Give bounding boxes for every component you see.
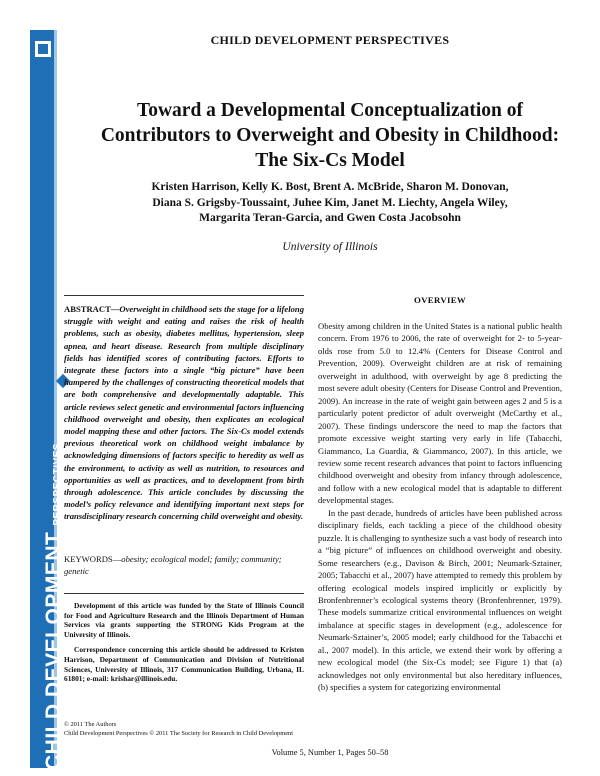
sidebar-journal-name-big: CHILD DEVELOPMENT xyxy=(42,531,65,770)
keywords-text: obesity; ecological model; family; community; genetic xyxy=(64,554,282,577)
copyright-line: © 2011 The Authors xyxy=(64,721,117,728)
affiliation: University of Illinois xyxy=(282,241,378,253)
copyright-line: Child Development Perspectives © 2011 The Society for Research in Child Development xyxy=(64,730,294,737)
abstract-divider xyxy=(64,295,304,296)
title-line: Contributors to Overweight and Obesity in Childhood: xyxy=(100,125,560,146)
sidebar-journal-name xyxy=(42,443,66,770)
funding-note: Development of this article was funded by the State of Illinois Council for Food and Agriculture Research and the Illinois Department of Human Services via grants supporting the STRONG Kids Program at the University of Illinois. xyxy=(64,601,304,639)
footnotes xyxy=(64,601,304,690)
sidebar-journal-name-small: PERSPECTIVES xyxy=(52,442,63,526)
footnote-divider xyxy=(64,593,304,594)
body-paragraph: Obesity among children in the United States is a national public health concern. From 1976 to 2006, the rate of overweight for 2- to 5-year-olds rose from 5.0 to 12.4% (Centers for Disease Control and Prevention, 2009). Overweight children are at risk of remaining overweight in adulthood, with overweight by age 8 predicting the most severe adult obesity (Centers for Disease Control and Prevention, 2009). An increase in the rate of weight gain between ages 2 and 5 is a particularly potent predictor of adult overweight (McCarthy et al., 2007). These findings underscore the need to map the factors that promote excessive weight starting very early in life (Tabacchi, Giammanco, La Guardia, & Giammanco, 2007). In this article, we review some recent research advances that point to factors influencing childhood overweight and obesity from infancy through adolescence, and follow with a new ecological model that is adaptable to different developmental stages. xyxy=(318,321,562,506)
copyright-notice xyxy=(64,720,304,738)
author-line: Diana S. Grigsby-Toussaint, Juhee Kim, Janet M. Liechty, Angela Wiley, xyxy=(152,196,508,209)
author-line: Margarita Teran-Garcia, and Gwen Costa Jacobsohn xyxy=(199,212,461,224)
author-list xyxy=(80,180,580,227)
title-line: Toward a Developmental Conceptualization of xyxy=(136,100,524,121)
keywords-lead: KEYWORDS— xyxy=(64,554,122,564)
journal-logo-icon xyxy=(34,40,52,58)
keywords xyxy=(64,553,304,577)
overview-body xyxy=(318,320,562,694)
page-footer-citation: Volume 5, Number 1, Pages 50–58 xyxy=(271,748,389,757)
abstract xyxy=(64,303,304,523)
title-line: The Six-Cs Model xyxy=(255,150,405,171)
abstract-text: Overweight in childhood sets the stage for a lifelong struggle with weight and eating and raises the risk of health problems, such as obesity, diabetes mellitus, hypertension, sleep apnea, and heart disease. Research from multiple disciplinary fields has identified scores of contributing factors. Efforts to integrate these factors into a single “big picture” have been hampered by the challenges of constructing theoretical models that are both comprehensive and developmentally adaptable. This article reviews select genetic and environmental factors influencing childhood overweight and obesity, then explicates an ecological model mapping these and other factors. The Six-Cs model extends previous theoretical work on childhood weight imbalance by acknowledging dimensions of factors specific to heredity as well as the environment, to activity as well as nutrition, to resources and opportunities as well as practices, and to development from birth through adolescence. This article concludes by discussing the model’s policy relevance and identifying important next steps for transdisciplinary research concerning child overweight and obesity. xyxy=(64,304,304,522)
journal-header: CHILD DEVELOPMENT PERSPECTIVES xyxy=(210,33,450,47)
body-paragraph: In the past decade, hundreds of articles have been published across disciplinary fields, each tackling a piece of the childhood obesity puzzle. It is challenging to synthesize such a vast body of research into a “big picture” of influences on childhood overweight and obesity. Some researchers (e.g., Davison & Birch, 2001; Neumark-Sztainer, 2005; Tabacchi et al., 2007) have attempted to remedy this problem by offering ecological models inspired implicitly or explicitly by Bronfenbrenner’s ecological systems theory (Bronfenbrenner, 1979). These models summarize critical environmental influences on weight imbalance at specific stages in development (e.g., adolescence for Neumark-Sztainer’s, 2005 model; early childhood for the Tabacchi et al., 2007 model). In this article, we extend their work by offering a new ecological model (the Six-Cs model; see Figure 1) that (a) acknowledges not only environmental but also hereditary influences, (b) specifies a system for categorizing environmental xyxy=(318,507,562,693)
abstract-lead: ABSTRACT— xyxy=(64,304,120,314)
author-line: Kristen Harrison, Kelly K. Bost, Brent A. McBride, Sharon M. Donovan, xyxy=(151,181,509,193)
article-title xyxy=(70,98,590,173)
section-heading-overview: OVERVIEW xyxy=(414,295,466,305)
correspondence-note: Correspondence concerning this article should be addressed to Kristen Harrison, Department of Communication and Division of Nutritional Sciences, University of Illinois, 317 Communication Building, Urbana, IL 61801; e-mail: krishar@illinois.edu. xyxy=(64,645,304,684)
